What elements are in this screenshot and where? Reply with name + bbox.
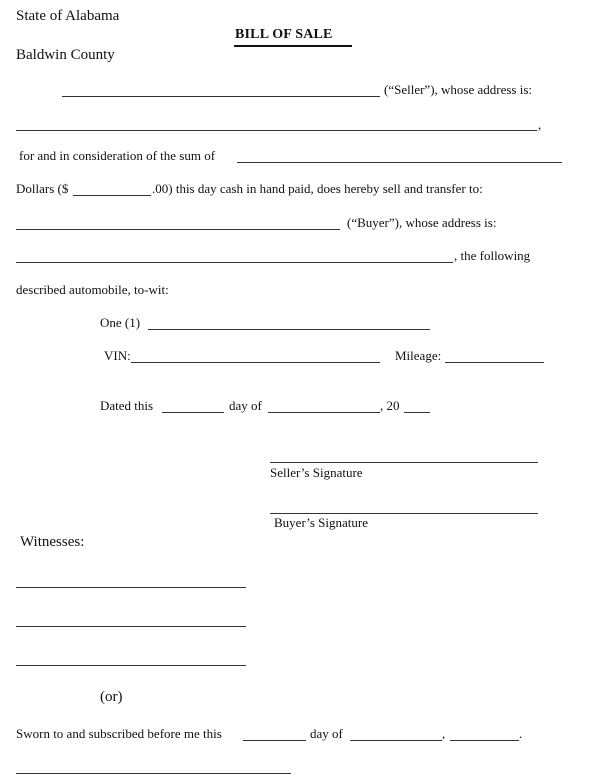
dated-month-blank[interactable] — [268, 412, 380, 413]
sworn-month-blank[interactable] — [350, 740, 442, 741]
buyer-label: (“Buyer”), whose address is: — [347, 215, 497, 230]
vin-blank[interactable] — [131, 362, 380, 363]
mileage-label: Mileage: — [395, 348, 442, 363]
notary-signature-line[interactable] — [16, 773, 291, 774]
described-label: described automobile, to-wit: — [16, 282, 169, 297]
consideration-label: for and in consideration of the sum of — [19, 148, 216, 163]
title-underline — [234, 45, 352, 47]
seller-address-blank[interactable] — [16, 130, 537, 131]
witness-2-line[interactable] — [16, 626, 246, 627]
seller-address-comma: , — [538, 117, 542, 132]
buyer-signature-label: Buyer’s Signature — [274, 515, 368, 530]
dated-year-blank[interactable] — [404, 412, 430, 413]
witness-3-line[interactable] — [16, 665, 246, 666]
buyer-address-blank[interactable] — [16, 262, 453, 263]
sworn-comma: , — [442, 726, 446, 741]
seller-name-blank[interactable] — [62, 96, 380, 97]
dated-day-blank[interactable] — [162, 412, 224, 413]
sworn-day-blank[interactable] — [243, 740, 306, 741]
mileage-blank[interactable] — [445, 362, 544, 363]
dollars-amount-blank[interactable] — [73, 195, 151, 196]
buyer-signature-line[interactable] — [270, 513, 538, 514]
vehicle-description-blank[interactable] — [148, 329, 430, 330]
one-label: One (1) — [100, 315, 141, 330]
witnesses-label: Witnesses: — [20, 534, 85, 550]
witness-1-line[interactable] — [16, 587, 246, 588]
dollars-prefix: Dollars ($ — [16, 181, 69, 196]
dated-year-prefix: , 20 — [380, 398, 400, 413]
dated-day-of-label: day of — [229, 398, 262, 413]
buyer-name-blank[interactable] — [16, 229, 340, 230]
dollars-suffix: .00) this day cash in hand paid, does hereby sell and transfer to: — [152, 181, 483, 196]
or-label: (or) — [100, 689, 123, 705]
state-label: State of Alabama — [16, 8, 120, 24]
sum-words-blank[interactable] — [237, 162, 562, 163]
following-label: , the following — [454, 248, 531, 263]
sworn-period: . — [519, 726, 523, 741]
document-title: BILL OF SALE — [235, 27, 333, 42]
sworn-year-blank[interactable] — [450, 740, 519, 741]
sworn-day-of-label: day of — [310, 726, 343, 741]
seller-label: (“Seller”), whose address is: — [384, 82, 533, 97]
sworn-label: Sworn to and subscribed before me this — [16, 726, 222, 741]
vin-label: VIN: — [104, 348, 131, 363]
county-label: Baldwin County — [16, 47, 115, 63]
dated-label: Dated this — [100, 398, 154, 413]
seller-signature-line[interactable] — [270, 462, 538, 463]
seller-signature-label: Seller’s Signature — [270, 465, 363, 480]
